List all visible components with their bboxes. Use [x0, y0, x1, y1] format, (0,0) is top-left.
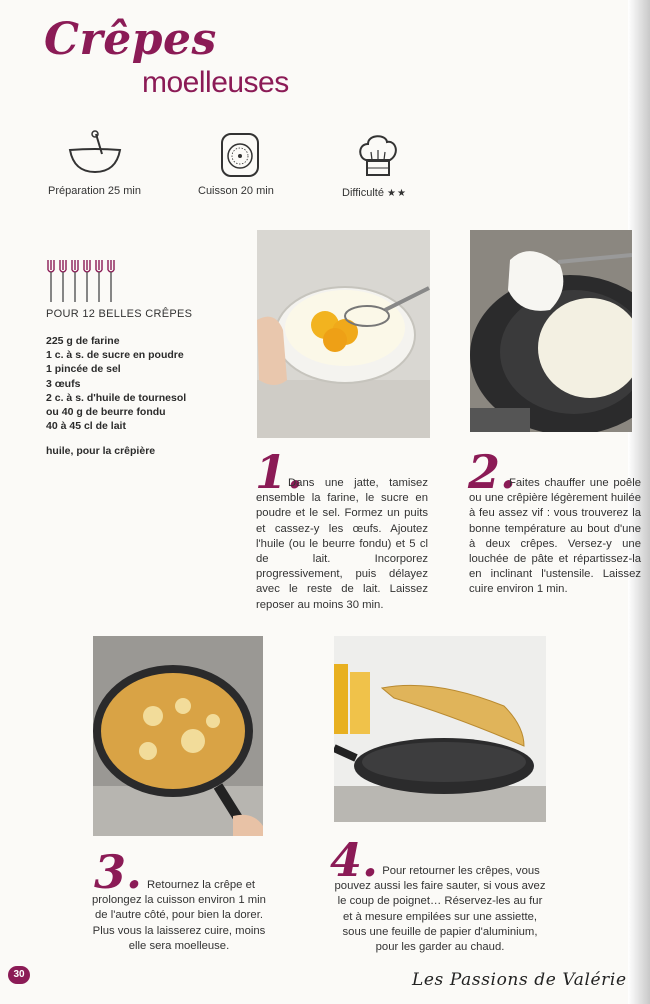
- ingredient-item: 40 à 45 cl de lait: [46, 420, 126, 433]
- ingredient-item: 225 g de farine: [46, 335, 120, 347]
- forks-icon: [46, 258, 116, 309]
- kitchen-timer-icon: [219, 132, 261, 183]
- ingredient-extra: huile, pour la crêpière: [46, 445, 156, 457]
- ingredients-title: POUR 12 BELLES CRÊPES: [46, 308, 193, 320]
- cuisson-label: Cuisson 20 min: [198, 185, 274, 197]
- ingredients-list: [46, 334, 186, 433]
- step2-text: Faites chauffer une poêle ou une crêpière légèrement huilée à feu assez vif : vous trouverez la bonne température au bout d'une à deux crêpes. Versez-y une louchée de pâte et répartissez-la en inclinant l'ustensile. Laissez cuire environ 1 min.: [469, 477, 641, 596]
- recipe-subtitle: moelleuses: [142, 66, 289, 99]
- difficulty-row: [342, 187, 407, 199]
- ingredient-item: 2 c. à s. d'huile de tournesol: [46, 391, 187, 404]
- preparation-label: Préparation 25 min: [48, 185, 141, 197]
- watermark-signature: Les Passions de Valérie: [412, 970, 627, 990]
- step1-number: 1.: [255, 445, 304, 499]
- step2-photo: [470, 230, 632, 432]
- step4-text: Pour retourner les crêpes, vous pouvez aussi les faire sauter, si vous avez le coup de poignet… Réservez-les au fur et à mesure empilées sur une assiette, sous une feuille de papier d'aluminium, pour les garder au chaud.: [334, 865, 546, 954]
- ingredient-item: ou 40 g de beurre fondu: [46, 406, 166, 419]
- step4-photo: [334, 636, 546, 822]
- recipe-title: Crêpes: [44, 14, 217, 65]
- step3-photo: [93, 636, 263, 836]
- ingredient-item: 1 c. à s. de sucre en poudre: [46, 349, 184, 362]
- difficulty-label: Difficulté: [342, 187, 384, 199]
- step3-number: 3.: [94, 845, 143, 899]
- page-number: 30: [8, 966, 30, 984]
- ingredient-item: 3 œufs: [46, 377, 81, 390]
- step1-photo: [257, 230, 430, 438]
- step4-number: 4.: [330, 833, 379, 887]
- difficulty-stars: ★★: [387, 188, 407, 199]
- ingredient-item: 1 pincée de sel: [46, 363, 121, 376]
- step2-number: 2.: [468, 445, 517, 499]
- chef-hat-icon: [356, 130, 400, 185]
- bowl-whisk-icon: [64, 130, 126, 183]
- step3-text: Retournez la crêpe et prolongez la cuisson environ 1 min de l'autre côté, pour bien la dorer. Plus vous la laisserez cuire, moins elle sera moelleuse.: [92, 879, 266, 952]
- step1-text: Dans une jatte, tamisez ensemble la farine, le sucre en poudre et le sel. Formez un puits et cassez-y les œufs. Ajoutez l'huile (ou le beurre fondu) et 5 cl de lait. Incorporez progressivement, puis délayez avec le reste de lait. Laissez reposer au moins 30 min.: [256, 477, 428, 611]
